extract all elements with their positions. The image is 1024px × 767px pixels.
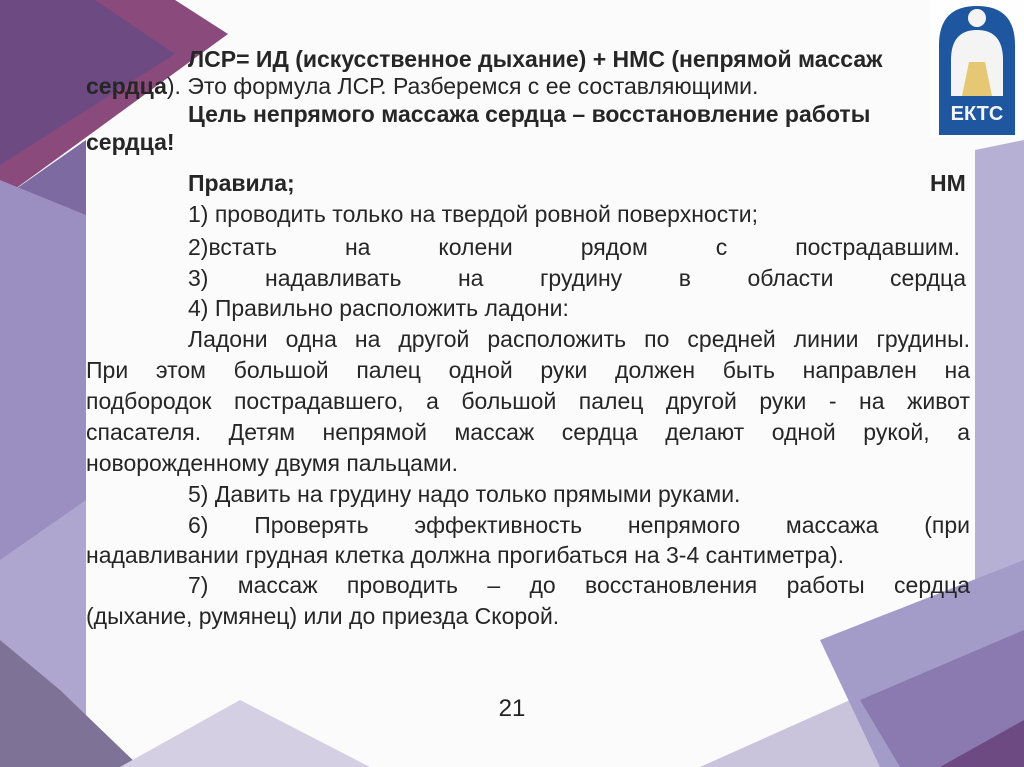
rule-2: 2)встать на колени рядом с пострадавшим. — [188, 234, 960, 260]
palms-line-5: новорожденному двумя пальцами. — [86, 450, 459, 476]
rule-7-line-2: (дыхание, румянец) или до приезда Скорой. — [86, 603, 560, 629]
formula-line-2 — [86, 71, 758, 102]
rules-abbr: НМ — [930, 170, 966, 196]
rule-5: 5) Давить на грудину надо только прямыми руками. — [188, 481, 741, 507]
palms-line-1: Ладони одна на другой расположить по средней линии грудины. — [188, 326, 970, 352]
goal-line-2: сердца! — [86, 129, 175, 155]
college-logo — [931, 0, 1024, 137]
palms-line-3: подбородок пострадавшего, а большой палец другой руки - на живот — [86, 388, 970, 414]
page-number: 21 — [498, 695, 526, 722]
logo-emblem — [968, 9, 986, 27]
rules-heading: Правила; — [188, 170, 295, 196]
rule-7-line-1: 7) массаж проводить – до восстановления работы сердца — [188, 572, 970, 598]
rule-3: 3) надавливать на грудину в области сердца — [188, 265, 966, 291]
rule-1: 1) проводить только на твердой ровной поверхности; — [188, 201, 758, 227]
rule-4: 4) Правильно расположить ладони: — [188, 295, 569, 321]
rule-6-line-2: надавливании грудная клетка должна прогибаться на 3-4 сантиметра). — [86, 542, 845, 568]
logo-text: ЕКТС — [950, 103, 1004, 125]
palms-line-4: спасателя. Детям непрямой массаж сердца делают одной рукой, а — [86, 419, 970, 445]
goal-line-1: Цель непрямого массажа сердца – восстановление работы — [188, 101, 871, 127]
formula-line-2-rest: ). Это формула ЛСР. Разберемся с ее составляющими. — [166, 73, 759, 99]
formula-line-2-bold: сердца — [86, 73, 167, 99]
rule-6-line-1: 6) Проверять эффективность непрямого массажа (при — [188, 512, 970, 538]
formula-line-1: ЛСР= ИД (искусственное дыхание) + НМС (непрямой массаж — [188, 46, 883, 72]
palms-line-2: При этом большой палец одной руки должен быть направлен на — [86, 357, 970, 383]
